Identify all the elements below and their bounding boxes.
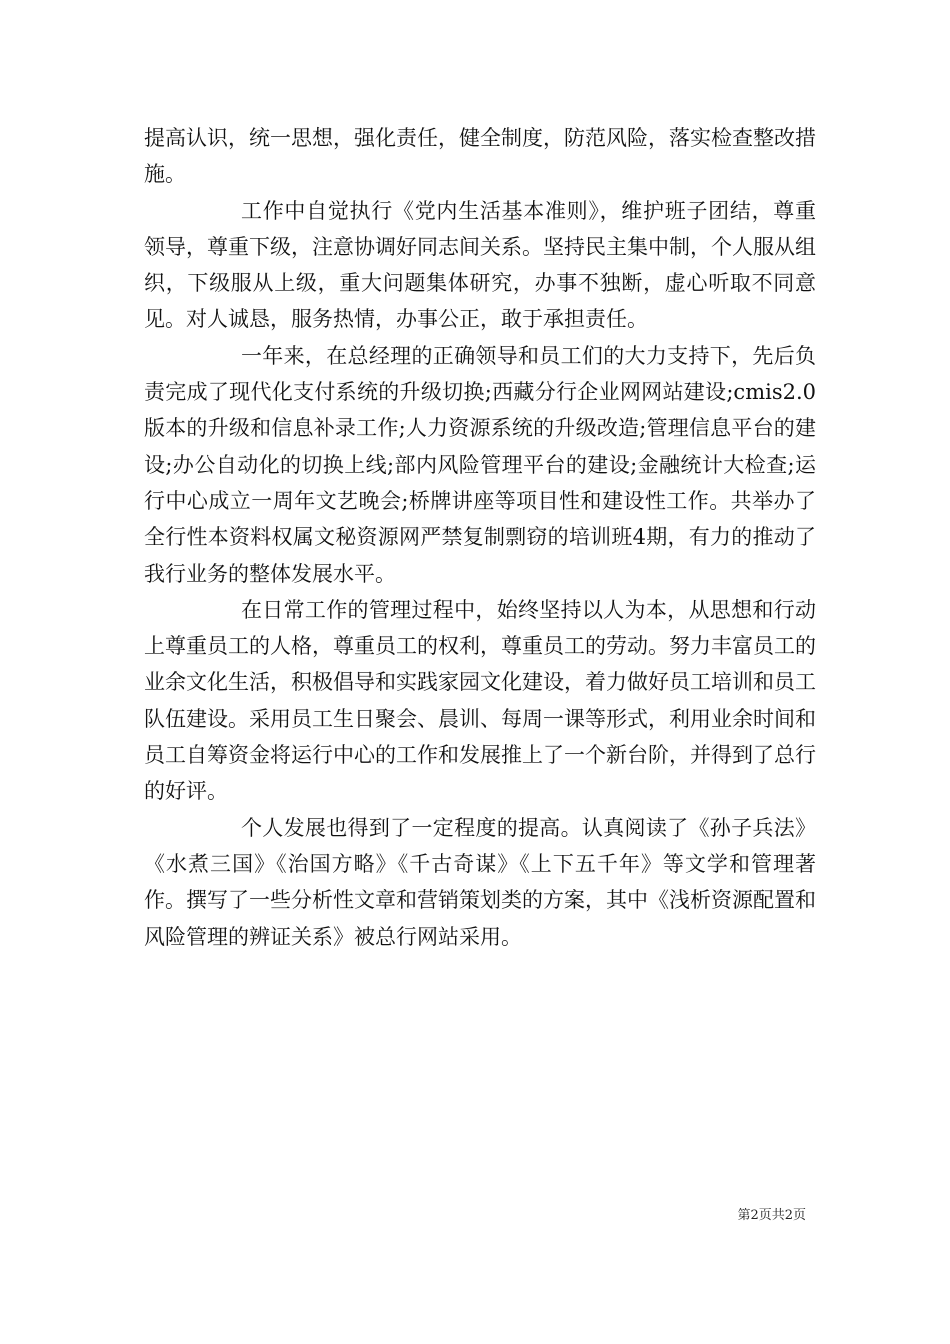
paragraph-5: 个人发展也得到了一定程度的提高。认真阅读了《孙子兵法》《水煮三国》《治国方略》《千古奇谋》《上下五千年》等文学和管理著作。撰写了一些分析性文章和营销策划类的方案，其中《浅析资源配置和风险管理的辨证关系》被总行网站采用。 <box>144 815 816 949</box>
paragraph-4: 在日常工作的管理过程中，始终坚持以人为本，从思想和行动上尊重员工的人格，尊重员工的权利，尊重员工的劳动。努力丰富员工的业余文化生活，积极倡导和实践家园文化建设，着力做好员工培训和员工队伍建设。采用员工生日聚会、晨训、每周一课等形式，利用业余时间和员工自筹资金将运行中心的工作和发展推上了一个新台阶，并得到了总行的好评。 <box>144 597 816 804</box>
page-number-footer: 第2页共2页 <box>737 1208 806 1223</box>
paragraph-2: 工作中自觉执行《党内生活基本准则》，维护班子团结，尊重领导，尊重下级，注意协调好同志间关系。坚持民主集中制，个人服从组织，下级服从上级，重大问题集体研究，办事不独断，虚心听取不同意见。对人诚恳，服务热情，办事公正，敢于承担责任。 <box>144 198 816 332</box>
document-body <box>144 120 816 955</box>
paragraph-3: 一年来，在总经理的正确领导和员工们的大力支持下，先后负责完成了现代化支付系统的升级切换;西藏分行企业网网站建设;cmis2.0版本的升级和信息补录工作;人力资源系统的升级改造;管理信息平台的建设;办公自动化的切换上线;部内风险管理平台的建设;金融统计大检查;运行中心成立一周年文艺晚会;桥牌讲座等项目性和建设性工作。共举办了全行性本资料权属文秘资源网严禁复制剽窃的培训班4期，有力的推动了我行业务的整体发展水平。 <box>144 343 816 586</box>
paragraph-1: 提高认识，统一思想，强化责任，健全制度，防范风险，落实检查整改措施。 <box>144 126 816 187</box>
